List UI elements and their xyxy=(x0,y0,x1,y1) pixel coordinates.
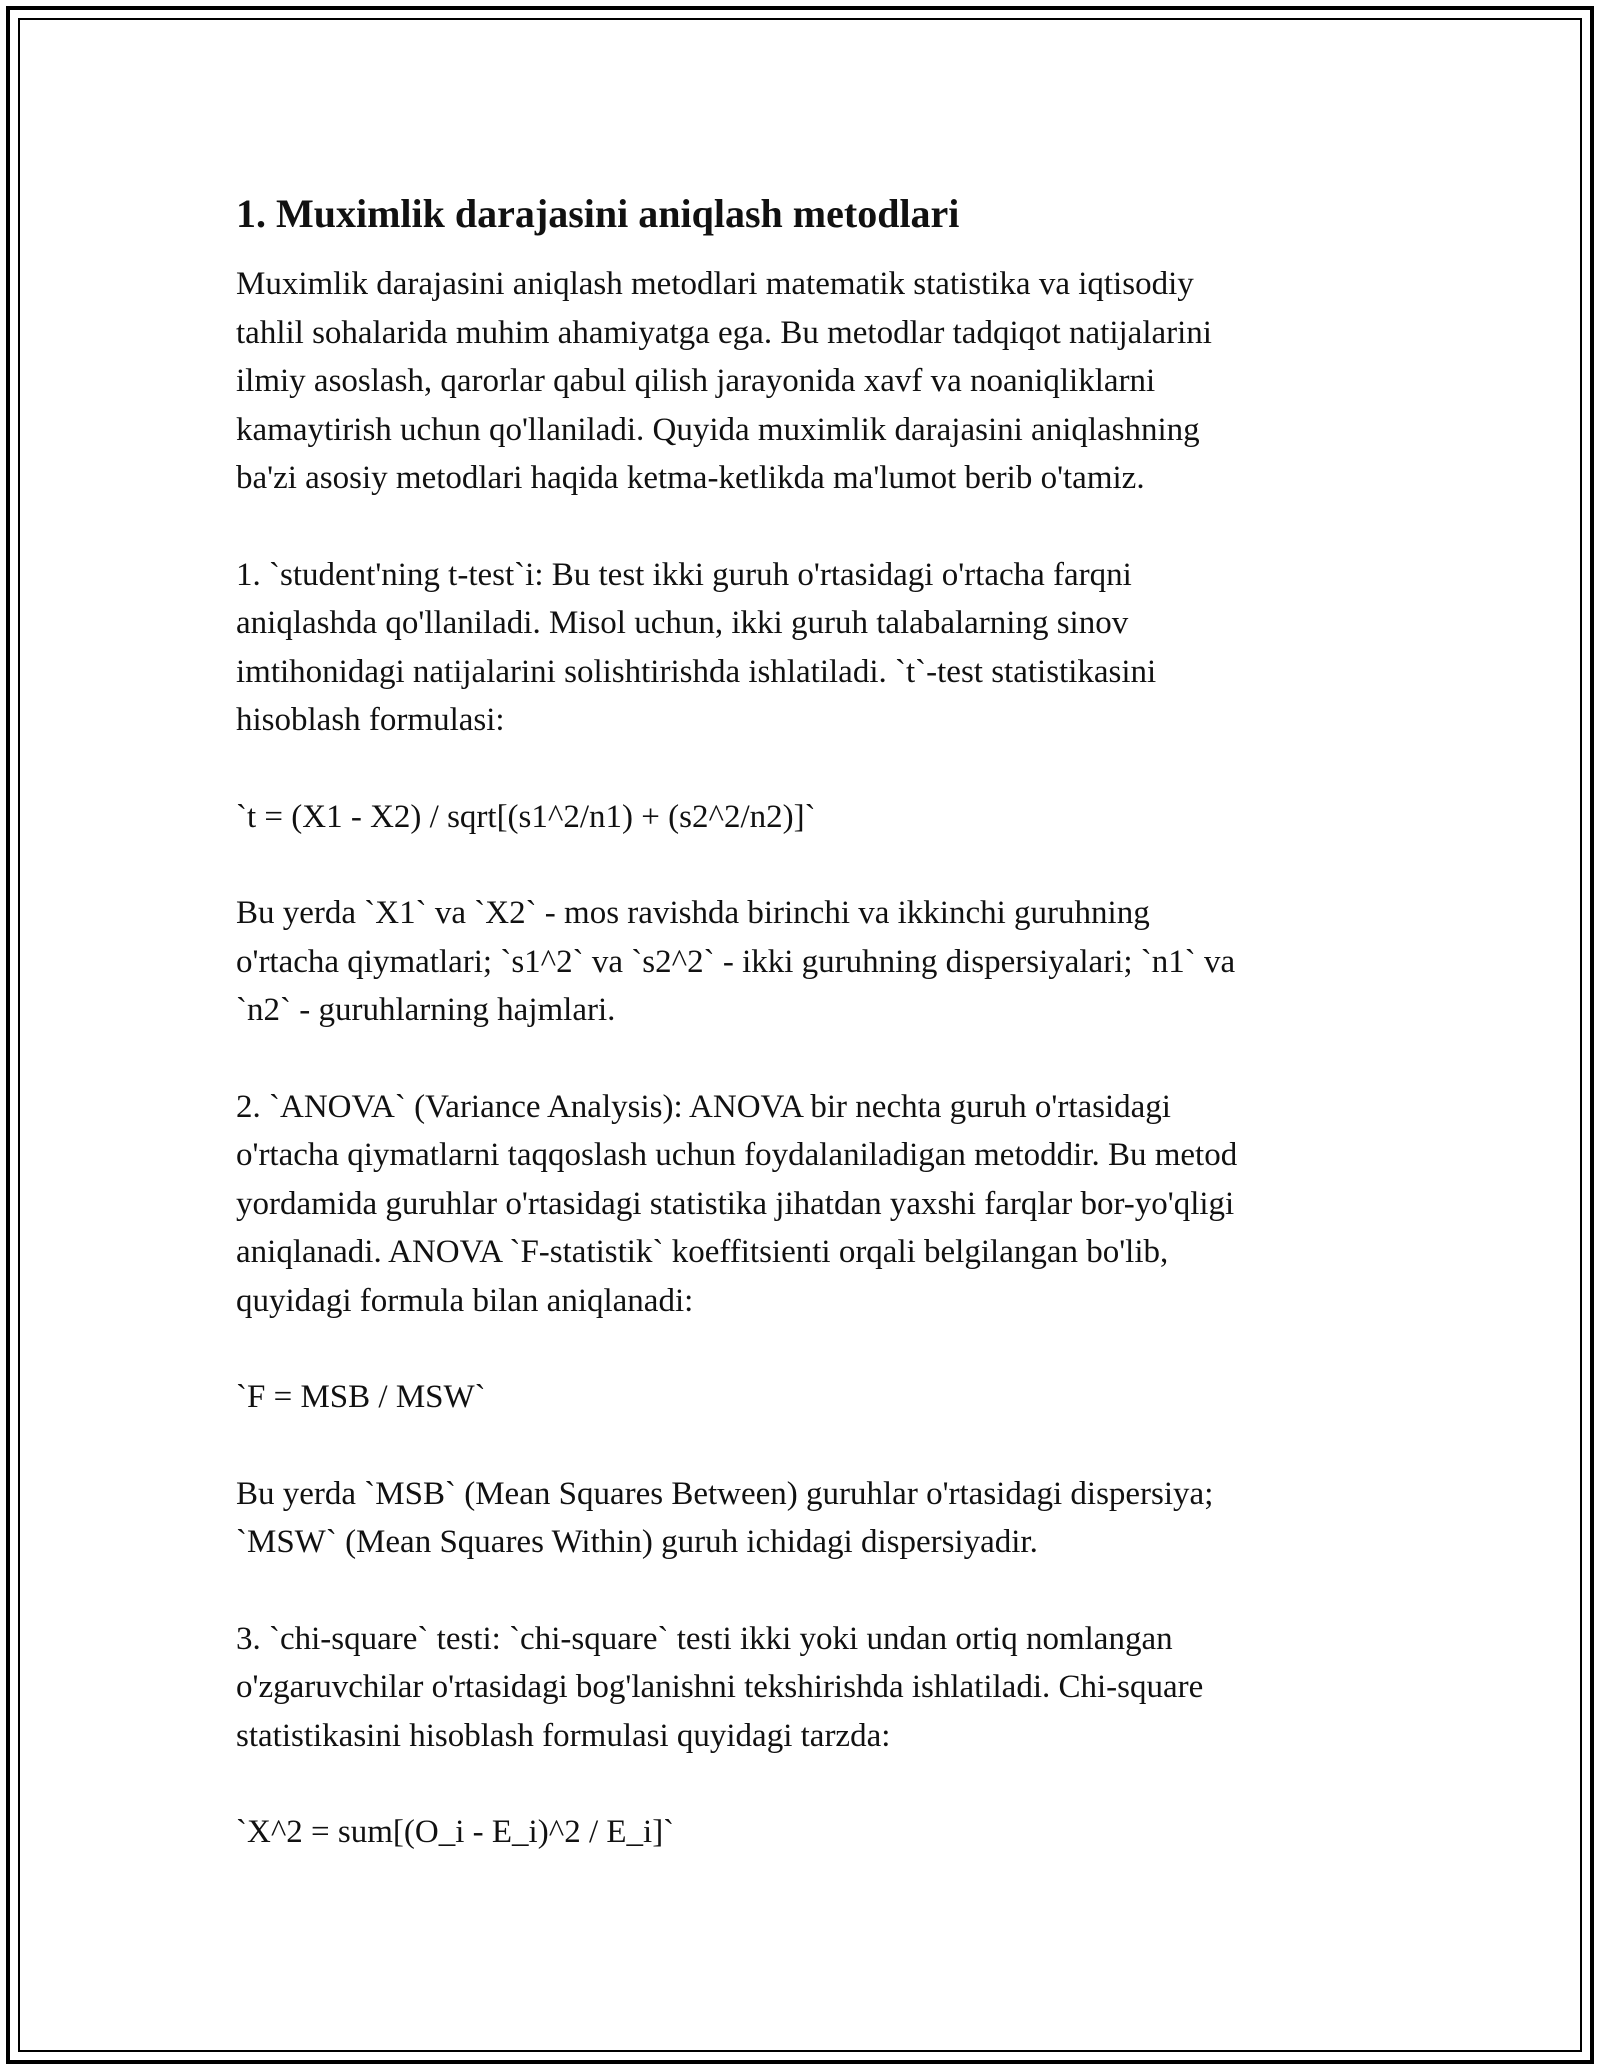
paragraph-line: 2. `ANOVA` (Variance Analysis): ANOVA bir nechta guruh o'rtasidagi xyxy=(236,1088,1171,1125)
paragraph-line: o'zgaruvchilar o'rtasidagi bog'lanishni tekshirishda ishlatiladi. Chi-square xyxy=(236,1669,1204,1705)
paragraph-line: 3. `chi-square` testi: `chi-square` testi ikki yoki undan ortiq nomlangan xyxy=(236,1620,1173,1657)
document-body xyxy=(236,186,1366,1905)
paragraph-t-test xyxy=(236,551,1366,745)
paragraph-line: quyidagi formula bilan aniqlanadi: xyxy=(236,1282,694,1319)
paragraph-f-formula xyxy=(236,1373,1366,1422)
paragraph-list xyxy=(236,260,1366,1857)
paragraph-t-formula xyxy=(236,793,1366,842)
paragraph-line: `t = (X1 - X2) / sqrt[(s1^2/n1) + (s2^2/n2)]` xyxy=(236,798,816,835)
paragraph-line: Bu yerda `MSB` (Mean Squares Between) guruhlar o'rtasidagi dispersiya; xyxy=(236,1475,1214,1512)
paragraph-line: statistikasini hisoblash formulasi quyidagi tarzda: xyxy=(236,1717,891,1754)
paragraph-line: ba'zi asosiy metodlari haqida ketma-ketlikda ma'lumot berib o'tamiz. xyxy=(236,460,1145,496)
paragraph-line: o'rtacha qiymatlarni taqqoslash uchun foydalaniladigan metoddir. Bu metod xyxy=(236,1137,1238,1173)
paragraph-line: 1. `student'ning t-test`i: Bu test ikki guruh o'rtasidagi o'rtacha farqni xyxy=(236,556,1132,593)
paragraph-line: tahlil sohalarida muhim ahamiyatga ega. Bu metodlar tadqiqot natijalarini xyxy=(236,314,1212,351)
paragraph-anova xyxy=(236,1083,1366,1326)
document-title: 1. Muximlik darajasini aniqlash metodlari xyxy=(236,191,960,236)
paragraph-line: hisoblash formulasi: xyxy=(236,702,505,738)
paragraph-line: `MSW` (Mean Squares Within) guruh ichidagi dispersiyadir. xyxy=(236,1524,1038,1560)
paragraph-line: ilmiy asoslash, qarorlar qabul qilish jarayonida xavf va noaniqliklarni xyxy=(236,363,1156,399)
paragraph-line: aniqlanadi. ANOVA `F-statistik` koeffitsienti orqali belgilangan bo'lib, xyxy=(236,1234,1169,1270)
paragraph-line: kamaytirish uchun qo'llaniladi. Quyida muximlik darajasini aniqlashning xyxy=(236,411,1200,448)
paragraph-f-explain xyxy=(236,1470,1366,1567)
paragraph-chi-formula xyxy=(236,1808,1366,1857)
paragraph-line: `n2` - guruhlarning hajmlari. xyxy=(236,992,616,1028)
paragraph-line: `F = MSB / MSW` xyxy=(236,1379,486,1415)
paragraph-t-explain xyxy=(236,889,1366,1035)
paragraph-line: Muximlik darajasini aniqlash metodlari matematik statistika va iqtisodiy xyxy=(236,266,1194,302)
paragraph-line: aniqlashda qo'llaniladi. Misol uchun, ikki guruh talabalarning sinov xyxy=(236,605,1129,641)
paragraph-line: o'rtacha qiymatlari; `s1^2` va `s2^2` - ikki guruhning dispersiyalari; `n1` va xyxy=(236,943,1236,980)
paragraph-line: yordamida guruhlar o'rtasidagi statistika jihatdan yaxshi farqlar bor-yo'qligi xyxy=(236,1185,1235,1222)
paragraph-chi-square xyxy=(236,1615,1366,1761)
paragraph-line: imtihonidagi natijalarini solishtirishda ishlatiladi. `t`-test statistikasini xyxy=(236,653,1157,690)
paragraph-line: `X^2 = sum[(O_i - E_i)^2 / E_i]` xyxy=(236,1814,675,1850)
paragraph-line: Bu yerda `X1` va `X2` - mos ravishda birinchi va ikkinchi guruhning xyxy=(236,895,1150,931)
paragraph-intro xyxy=(236,260,1366,503)
